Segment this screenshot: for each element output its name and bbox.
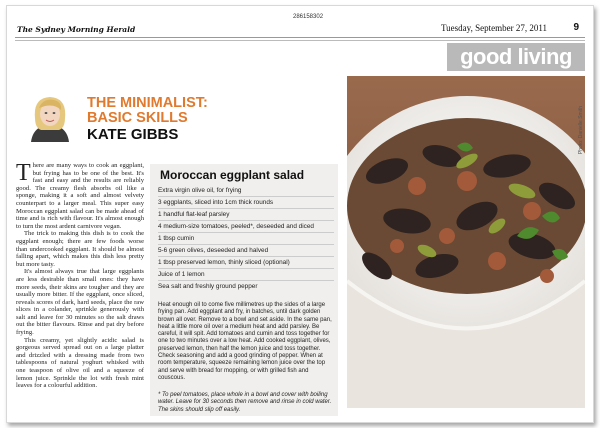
ingredient-item: 5-6 green olives, deseeded and halved (158, 246, 334, 257)
paragraph: here are many ways to cook an eggplant, but frying has to be one of the best. It's fast and easy and the results are reliably good. The creamy flesh absorbs oil like a sponge, making it a soft and almost velvety counterpart to a larger meal. This super easy Moroccan eggplant salad can be made ahead of time and is rich with flavour. It's almost enough to turn the most ardent carnivore vegan. (16, 162, 144, 230)
author-portrait (21, 92, 79, 142)
newspaper-page (6, 5, 594, 423)
photo-credit: Photo: Danielle Smith (578, 106, 584, 155)
kicker-line-2: BASIC SKILLS (87, 110, 188, 126)
section-banner: good living (447, 43, 585, 71)
paragraph: It's almost always true that large eggplants are less desirable than small ones: they have more seeds, their skins are tougher and they are usually more bitter. If the eggplant, once sliced, reveals scores of dark, hard seeds, place the raw slices in a colander, sprinkle generously with salt and leave for 30 minutes so the salt draws out the bitter flavours. Rinse and pat dry before frying. (16, 268, 144, 337)
recipe-note: * To peel tomatoes, place whole in a bowl and cover with boiling water. Leave for 30 seconds then remove and rinse in cold water. The skins should slip off easily. (158, 392, 332, 413)
byline: KATE GIBBS (87, 126, 179, 143)
ingredient-item: 1 handful flat-leaf parsley (158, 210, 334, 221)
ingredient-item: 3 eggplants, sliced into 1cm thick rounds (158, 198, 334, 209)
recipe-title: Moroccan eggplant salad (160, 168, 305, 182)
kicker-line-1: THE MINIMALIST: (87, 95, 208, 111)
ingredient-item: Extra virgin olive oil, for frying (158, 186, 334, 197)
article-kicker (87, 96, 208, 126)
recipe-box (150, 164, 338, 416)
dateline: Tuesday, September 27, 2011 (441, 23, 547, 33)
eggplant-salad-photo (347, 76, 585, 408)
drop-cap: T (16, 160, 31, 186)
ingredient-item: 4 medium-size tomatoes, peeled*, deseeded and diced (158, 222, 334, 233)
header-rule-secondary (15, 40, 585, 41)
ingredient-item: 1 tbsp preserved lemon, thinly sliced (optional) (158, 258, 334, 269)
paragraph: This creamy, yet slightly acidic salad is gorgeous served spread out on a large platter and drizzled with a dressing made from two tablespoons of natural yoghurt whisked with one teaspoon of olive oil and a squeeze of lemon juice. Sprinkle the lot with fresh mint leaves for a colourful addition. (16, 336, 144, 390)
masthead: The Sydney Morning Herald (17, 25, 136, 34)
paragraph: The trick to making this dish is to cook the eggplant enough; there are few foods worse than undercooked eggplant. It should be almost falling apart, which makes this dish less pretty but more tasty. (16, 230, 144, 268)
ingredient-item: Juice of 1 lemon (158, 270, 334, 281)
header-rule (15, 37, 585, 38)
recipe-method: Heat enough oil to come five millimetres up the sides of a large frying pan. Add eggplant and fry, in batches, until dark golden brown all over. Remove to a bowl and set aside. In the same pan, heat a little more oil over a medium heat and add parsley. Be careful, it will spit. Add tomatoes and cumin and toss together for one to two minutes over a low heat. Add cooked eggplant, olives, preserved lemon, then half the lemon juice and toss together. Check seasoning and add a good grinding of pepper. When at room temperature, squeeze remaining lemon juice over the top and serve with bread for mopping, or with grilled fish and couscous. (158, 302, 332, 381)
ingredient-item: Sea salt and freshly ground pepper (158, 283, 258, 290)
ingredient-item: 1 tbsp cumin (158, 234, 334, 245)
article-body (16, 162, 144, 390)
barcode-number: 286158302 (293, 14, 324, 20)
page-number: 9 (573, 22, 579, 33)
